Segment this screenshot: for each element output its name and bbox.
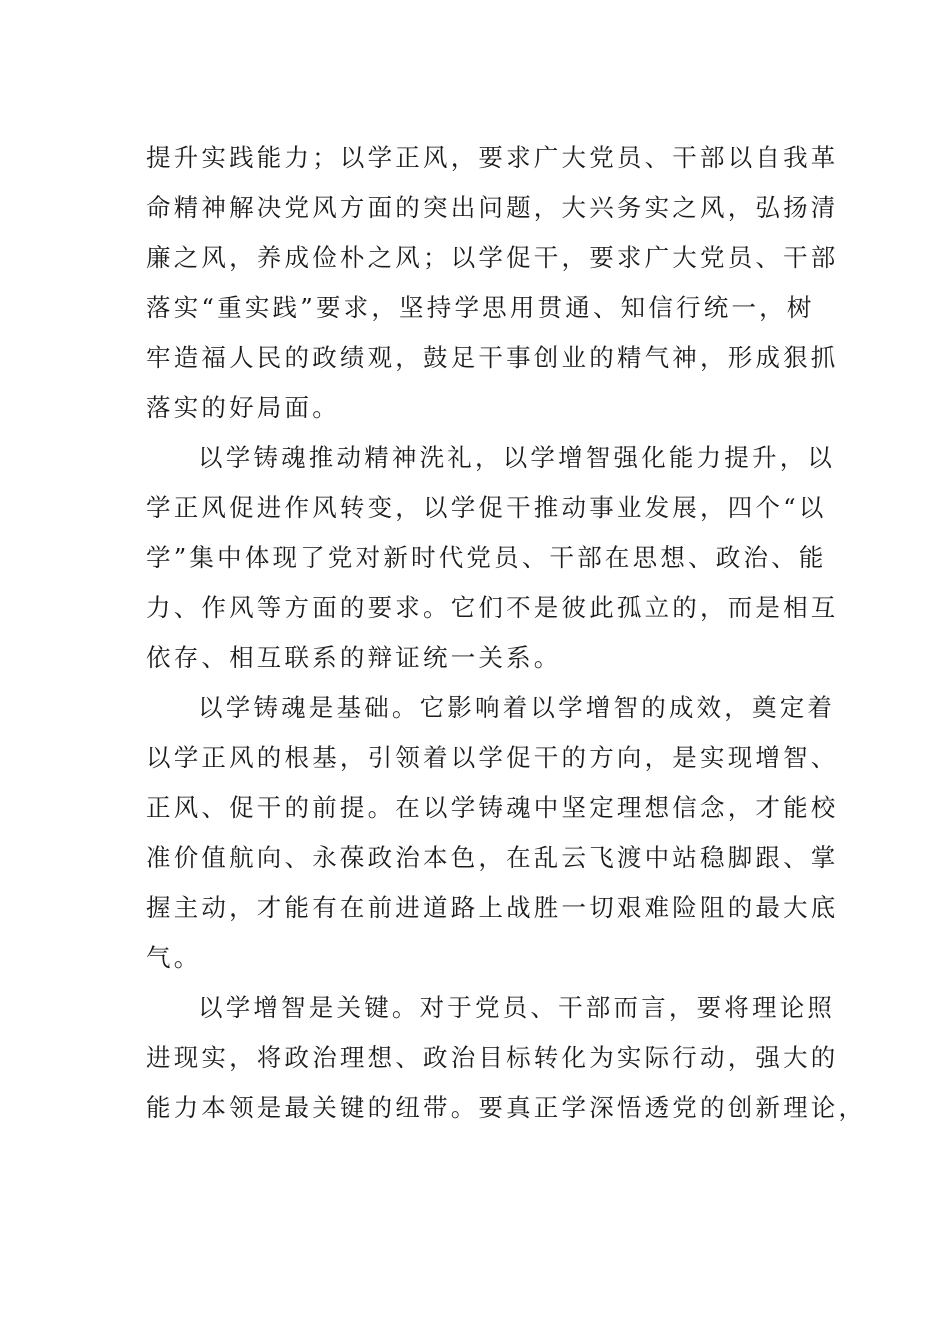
text-line: 进现实，将政治理想、政治目标转化为实际行动，强大的	[146, 1043, 839, 1072]
text-line: 学”集中体现了党对新时代党员、干部在思想、政治、能	[146, 543, 827, 572]
text-line: 握主动，才能有在前进道路上战胜一切艰难险阻的最大底	[146, 893, 839, 922]
text-line: 廉之风，养成俭朴之风；以学促干，要求广大党员、干部	[146, 243, 839, 272]
paragraph-first-line: 以学铸魂是基础。它影响着以学增智的成效，奠定着	[198, 693, 836, 722]
text-line: 能力本领是最关键的纽带。要真正学深悟透党的创新理论，	[146, 1093, 867, 1122]
text-line: 正风、促干的前提。在以学铸魂中坚定理想信念，才能校	[146, 793, 839, 822]
text-line: 落实的好局面。	[146, 393, 340, 422]
text-line: 以学正风的根基，引领着以学促干的方向，是实现增智、	[146, 743, 839, 772]
text-line: 力、作风等方面的要求。它们不是彼此孤立的，而是相互	[146, 593, 839, 622]
paragraph-first-line: 以学增智是关键。对于党员、干部而言，要将理论照	[198, 993, 836, 1022]
text-line: 依存、相互联系的辩证统一关系。	[146, 643, 562, 672]
text-line: 落实“重实践”要求，坚持学思用贯通、知信行统一，树	[146, 293, 815, 322]
text-line: 牢造福人民的政绩观，鼓足干事创业的精气神，形成狠抓	[146, 343, 839, 372]
text-line: 气。	[146, 943, 202, 972]
text-line: 准价值航向、永葆政治本色，在乱云飞渡中站稳脚跟、掌	[146, 843, 839, 872]
text-line: 命精神解决党风方面的突出问题，大兴务实之风，弘扬清	[146, 193, 839, 222]
text-line: 学正风促进作风转变，以学促干推动事业发展，四个“以	[146, 493, 827, 522]
paragraph-first-line: 以学铸魂推动精神洗礼，以学增智强化能力提升，以	[198, 443, 836, 472]
text-line: 提升实践能力；以学正风，要求广大党员、干部以自我革	[146, 143, 839, 172]
